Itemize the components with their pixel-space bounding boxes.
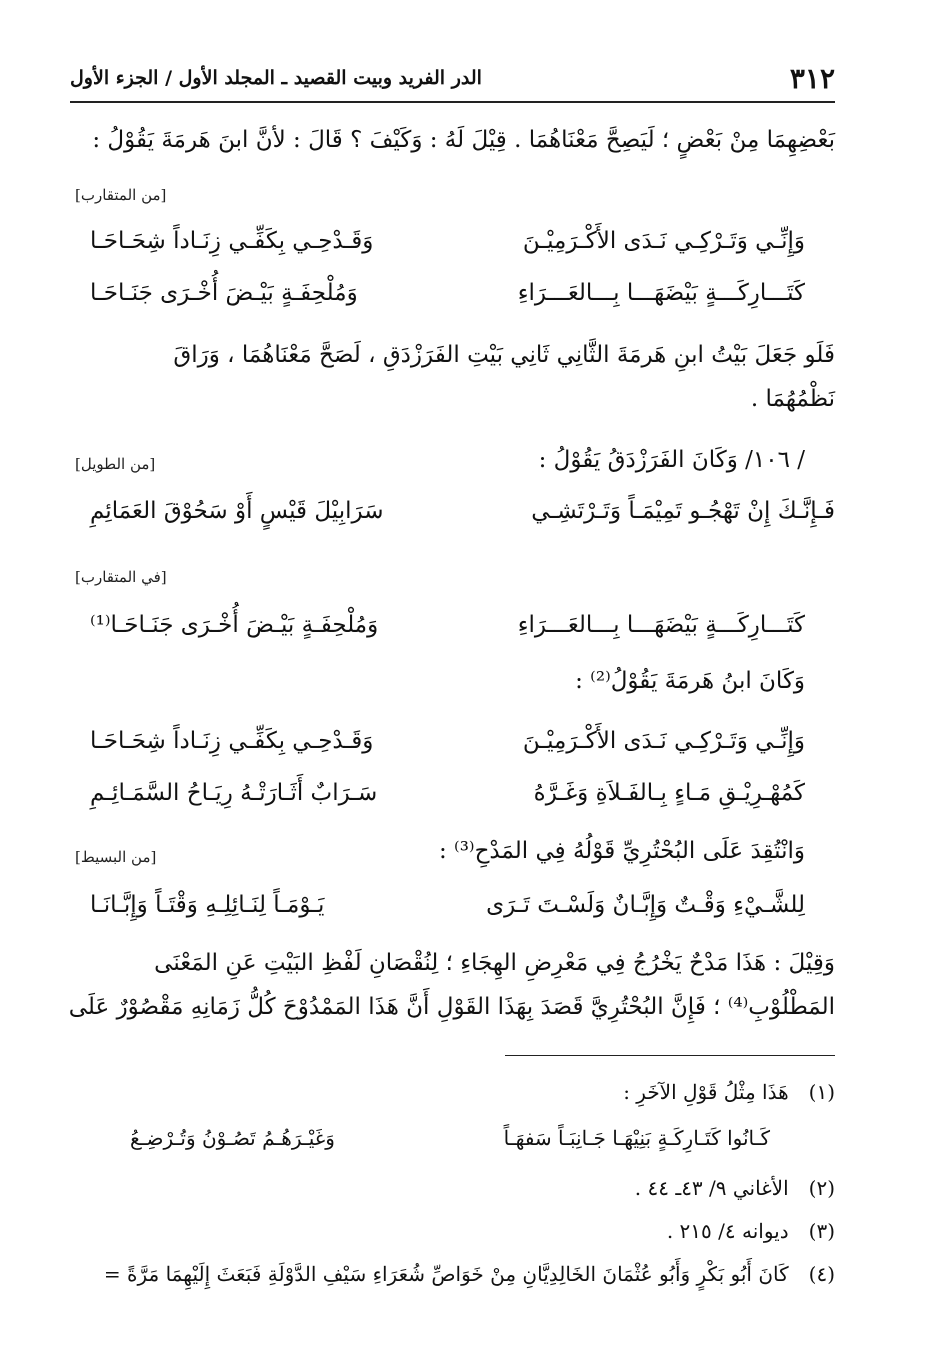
running-title: الدر الفريد وبيت القصيد ـ المجلد الأول / الجزء الأول <box>70 67 482 89</box>
verse-first-hemistich: فَـإِنَّـكَ إِنْ تَهْجُـو تَمِيْمَـاً وَتَـرْتَشِـي <box>531 498 835 524</box>
paragraph-line: نَظْمُهُمَا . <box>750 386 835 412</box>
footnote-number: (٤) <box>808 1262 835 1286</box>
footnote <box>70 1176 835 1200</box>
footnote-number: (٢) <box>808 1176 835 1200</box>
meter-label: [من الطويل] <box>75 455 156 473</box>
verse-second-hemistich: وَقَـدْحِـي بِكَفِّـي زِنَـاداً شِحَـاحَـا <box>90 228 374 254</box>
verse-first-hemistich: كَمُهْـرِيْـقِ مَـاءٍ بِـالفَـلاَةِ وَغَـرَّهُ <box>533 780 805 806</box>
verse-second-hemistich: وَغَيْـرَهُـمُ تَصُـوْنُ وَتُـرْضِـعُ <box>130 1126 335 1150</box>
footnote-text: الأغاني ٩/ ٤٣ـ ٤٤ . <box>634 1176 789 1200</box>
verse-second-hemistich: وَمُلْحِفَـةٍ بَيْـضَ أُخْـرَى جَنَـاحَـا <box>90 280 358 306</box>
footnote-number: (٣) <box>808 1219 835 1243</box>
paragraph-line: وَانْتُقِدَ عَلَى البُحْتُرِيِّ قَوْلُهُ فِي المَدْحِ⁽³⁾ : <box>438 838 805 864</box>
footnote-number: (١) <box>808 1080 835 1104</box>
page-number: ٣١٢ <box>789 61 835 95</box>
verse-second-hemistich: سَرَابِيْلَ قَيْسٍ أَوْ سَحُوْقَ العَمَائِمِ <box>90 498 384 524</box>
verse-first-hemistich: كَتَـــارِكَـــةٍ بَيْضَهَـــا بِـــالعَـــرَاءِ <box>517 280 805 306</box>
meter-label: [من البسيط] <box>75 848 157 866</box>
verse-line <box>90 228 805 254</box>
verse-second-hemistich: وَقَـدْحِـي بِكَفِّـي زِنَـاداً شِحَـاحَـا <box>90 728 374 754</box>
paragraph-line: فَلَو جَعَلَ بَيْتُ ابنِ هَرمَةَ الثَّانِي ثَانِي بَيْتِ الفَرَزْدَقِ ، لَصَحَّ مَعْنَاهُمَا ، وَرَاقَ <box>173 342 835 368</box>
verse-line <box>90 280 805 306</box>
footnote-text: هَذَا مِثْلُ قَوْلِ الآخَرِ : <box>623 1080 789 1104</box>
meter-label: [في المتقارب] <box>75 568 167 586</box>
footnote-text: كَانَ أَبُو بَكْرٍ وَأَبُو عُثْمَانَ الخَالِدِيَّانِ مِنْ خَوَاصِّ شُعَرَاءِ سَيْفِ الدَّوْلَةِ فَبَعَثَ إِلَيْهِمَا مَرَّةً = <box>103 1262 789 1286</box>
paragraph-line: بَعْضِهِمَا مِنْ بَعْضٍ ؛ لَيَصِحَّ مَعْنَاهُمَا . قِيْلَ لَهُ : وَكَيْفَ ؟ قَالَ : لأنَّ ابنَ هَرمَةَ يَقُوْلُ : <box>92 127 835 153</box>
verse-first-hemistich: كَـانُوا كَتَـارِكَـةٍ بَنِيْهَـا جَـانِبَـاً سَفهَـاً <box>503 1126 770 1150</box>
verse-first-hemistich: كَتَـــارِكَـــةٍ بَيْضَهَـــا بِـــالعَـــرَاءِ <box>517 612 805 638</box>
paragraph-line: / ١٠٦/ وَكَانَ الفَرَزْدَقُ يَقُوْلُ : <box>538 447 805 473</box>
verse-second-hemistich: وَمُلْحِفَـةٍ بَيْـضَ أُخْـرَى جَنَـاحَـا⁽¹⁾ <box>90 612 379 638</box>
verse-first-hemistich: وَإِنِّـي وَتَـرْكِـي نَـدَى الأَكْـرَمِيْـنَ <box>522 228 805 254</box>
verse-line <box>90 728 805 754</box>
verse-line <box>90 892 805 918</box>
footnote <box>70 1080 835 1104</box>
footnote-text: ديوانه ٤/ ٢١٥ . <box>666 1219 789 1243</box>
verse-first-hemistich: وَإِنِّـي وَتَـرْكِـي نَـدَى الأَكْـرَمِيْـنَ <box>522 728 805 754</box>
verse-line <box>90 780 805 806</box>
running-header <box>70 55 835 103</box>
footnote-verse <box>130 1126 770 1150</box>
verse-line <box>90 498 835 524</box>
footnote <box>70 1262 835 1286</box>
paragraph-line: وَكَانَ ابنُ هَرمَةَ يَقُوْلُ⁽²⁾ : <box>575 668 805 694</box>
paragraph-line: المَطْلُوْبِ⁽⁴⁾ ؛ فَإِنَّ البُحْتُرِيَّ قَصَدَ بِهَذَا القَوْلِ أَنَّ هَذَا المَمْدُوْحَ كُلُّ زَمَانِهِ مَقْصُوْرٌ عَلَى <box>68 994 835 1020</box>
meter-label: [من المتقارب] <box>75 186 167 204</box>
verse-second-hemistich: سَـرَابٌ أَثَـارَتْـهُ رِيَـاحُ السَّمَـائِـمِ <box>90 780 378 806</box>
verse-first-hemistich: لِلشَّـيْءِ وَقْـتٌ وَإِبَّـانٌ وَلَسْـتَ تَـرَى <box>486 892 805 918</box>
verse-second-hemistich: يَـوْمَـاً لِنَـائِلِـهِ وَقْتَـاً وَإِبَّـانَـا <box>90 892 325 918</box>
footnote <box>70 1219 835 1243</box>
footnote-separator <box>505 1055 835 1056</box>
verse-line <box>90 612 805 638</box>
paragraph-line: وَقِيْلَ : هَذَا مَدْحٌ يَخْرُجُ فِي مَعْرِضِ الهِجَاءِ ؛ لِنُقْصَانِ لَفْظِ البَيْتِ عَنِ المَعْنَى <box>154 950 835 976</box>
